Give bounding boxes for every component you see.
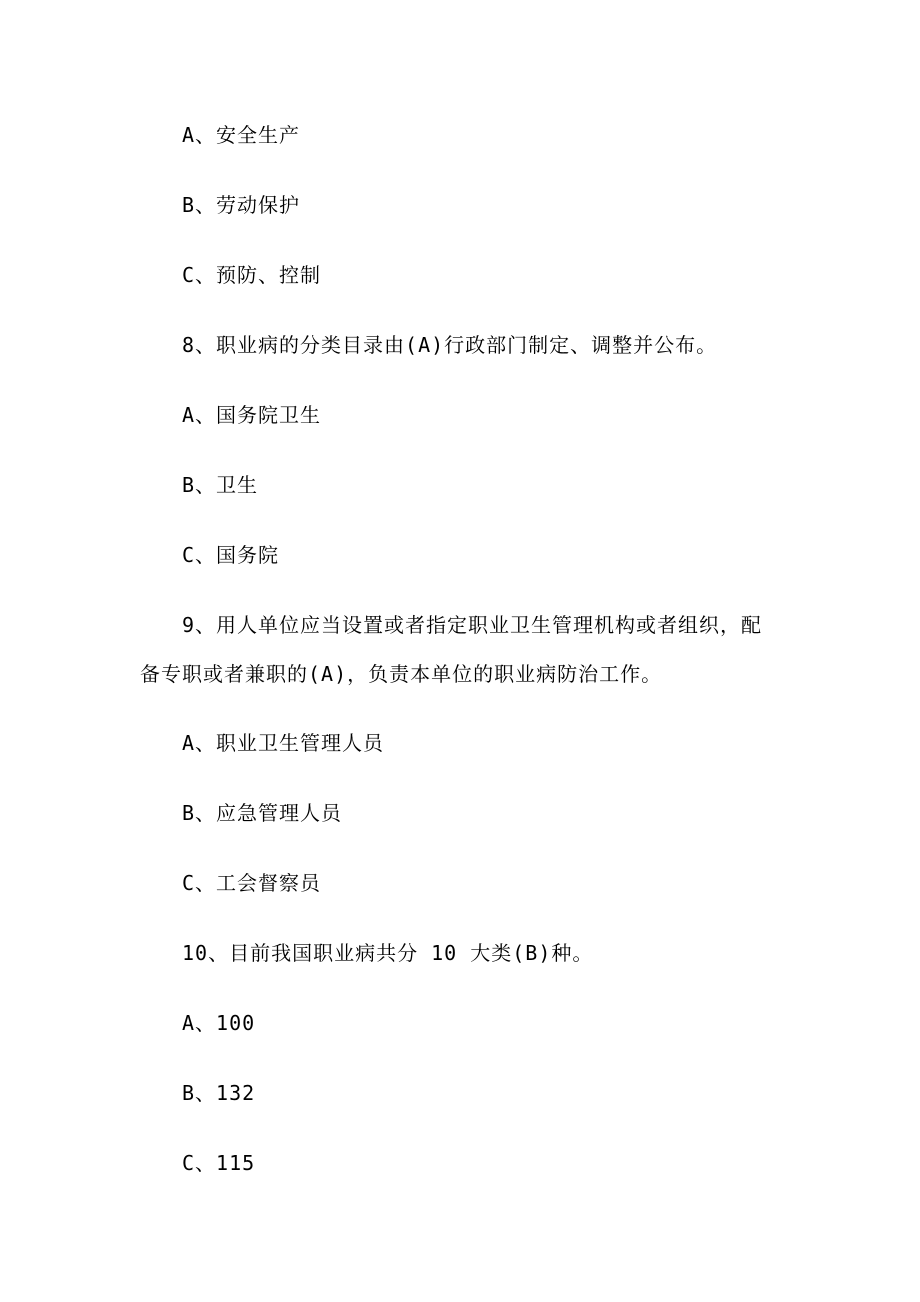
- q8-option-c: C、国务院: [182, 543, 280, 567]
- q10-option-b: B、132: [182, 1081, 256, 1105]
- q10-option-c: C、115: [182, 1151, 256, 1175]
- q9-option-b: B、应急管理人员: [182, 801, 343, 825]
- question-8: 8、职业病的分类目录由(A)行政部门制定、调整并公布。: [182, 333, 718, 357]
- q10-option-a: A、100: [182, 1011, 256, 1035]
- question-9: 9、用人单位应当设置或者指定职业卫生管理机构或者组织，配: [182, 613, 763, 637]
- q9-option-c: C、工会督察员: [182, 871, 322, 895]
- q7-option-a: A、安全生产: [182, 123, 301, 147]
- q7-option-b: B、劳动保护: [182, 193, 301, 217]
- q9-option-a: A、职业卫生管理人员: [182, 731, 385, 755]
- q8-option-b: B、卫生: [182, 473, 259, 497]
- q8-option-a: A、国务院卫生: [182, 403, 322, 427]
- question-9-continuation: 备专职或者兼职的(A)，负责本单位的职业病防治工作。: [140, 662, 663, 686]
- q7-option-c: C、预防、控制: [182, 263, 322, 287]
- question-10: 10、目前我国职业病共分 10 大类(B)种。: [182, 941, 594, 965]
